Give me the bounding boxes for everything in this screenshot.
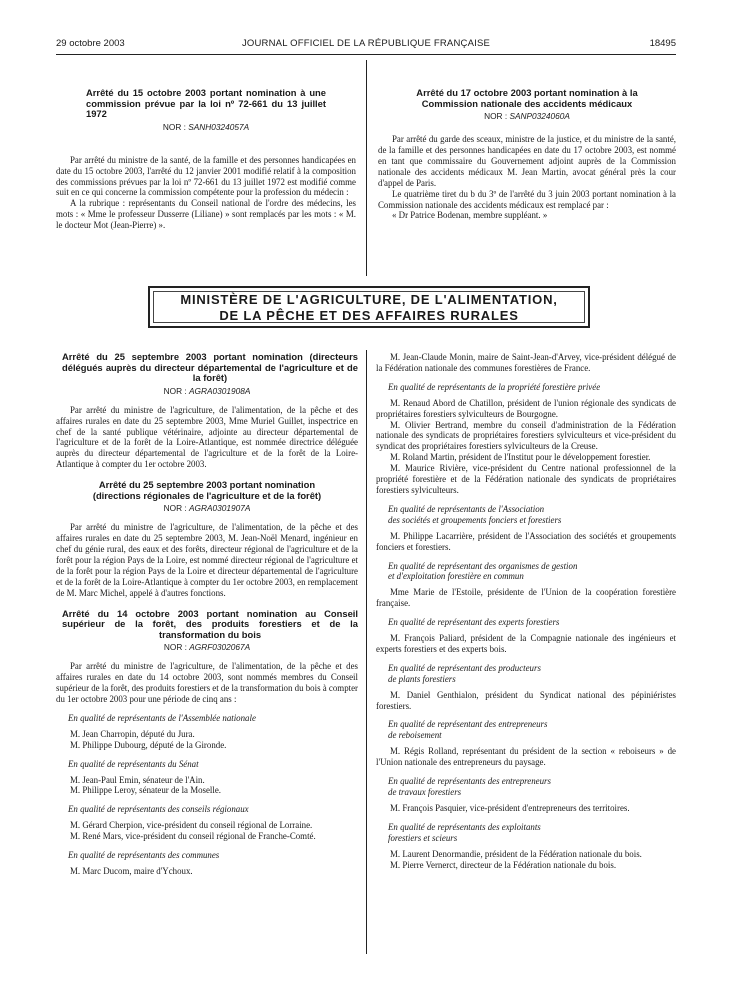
decree-top-right [378, 88, 676, 221]
member-entry: M. Maurice Rivière, vice-président du Centre national professionnel de la propriété forestière et de la Fédération nationale des syndicats de propriétaires forestiers sylviculteurs. [376, 463, 676, 495]
section-heading: En qualité de représentants des exploitants [388, 821, 541, 832]
paragraph: « Dr Patrice Bodenan, membre suppléant. » [392, 210, 548, 221]
running-header [56, 38, 676, 52]
nor-label: NOR : [162, 121, 189, 132]
member-entry: M. Jean-Claude Monin, maire de Saint-Jean-d'Arvey, vice-président délégué de la Fédération nationale des communes forestières de France. [376, 352, 676, 373]
journal-title: JOURNAL OFFICIEL DE LA RÉPUBLIQUE FRANÇAISE [241, 38, 491, 49]
nor-reference [56, 386, 358, 397]
member-entry: M. Philippe Dubourg, député de la Gironde. [70, 739, 227, 750]
section-heading-continued: des sociétés et groupements fonciers et forestiers [388, 514, 562, 525]
decree-title: Arrêté du 15 octobre 2003 portant nomination à une commission prévue par la loi nº 72-661 du 13 juillet 1972 [86, 87, 326, 120]
nor-label: NOR : [484, 111, 510, 122]
column-divider-bottom [366, 350, 367, 954]
header-rule [56, 54, 676, 55]
nor-label: NOR : [163, 385, 189, 396]
member-entry: M. Pierre Vernerct, directeur de la Fédération nationale du bois. [390, 859, 617, 870]
section-heading: En qualité de représentant des organismes de gestion [388, 560, 578, 571]
member-entry: M. Gérard Cherpion, vice-président du conseil régional de Lorraine. [70, 820, 313, 831]
nor-label: NOR : [163, 503, 189, 514]
member-entry: M. Renaud Abord de Chatillon, président de l'union régionale des syndicats de propriétaires forestiers sylviculteurs de Bourgogne. [376, 397, 676, 419]
ministry-name-line-2: DE LA PÊCHE ET DES AFFAIRES RURALES [219, 308, 519, 323]
column-divider-top [366, 60, 367, 276]
section-heading: En qualité de représentant des producteurs [388, 662, 541, 673]
paragraph: Par arrêté du ministre de l'agriculture, de l'alimentation, de la pêche et des affaires rurales en date du 14 octobre 2003, sont nommés membres du Conseil supérieur de la forêt, des produits forestiers et de la transformation du bois à compter du 1er octobre 2003 pour une période de cinq ans : [56, 661, 358, 704]
section-heading-continued: de plants forestiers [388, 673, 456, 684]
paragraph: Par arrêté du ministre de l'agriculture, de l'alimentation, de la pêche et des affaires rurales en date du 25 septembre 2003, Mme Muriel Guillet, inspectrice en chef de la santé publique vétérinaire, adjointe au directeur départemental de l'agriculture et de la forêt de la Loire-Atlantique, est nommée directrice déléguée auprès du directeur départemental de l'agriculture et de la forêt de la Loire-Atlantique à compter du 1er octobre 2003. [56, 404, 358, 470]
left-column [56, 352, 358, 877]
section-heading: En qualité de représentants du Sénat [68, 758, 199, 769]
paragraph: Par arrêté du ministre de la santé, de la famille et des personnes handicapées en date du 15 octobre 2003, l'arrêté du 12 janvier 2001 modifié relatif à la composition des commissions prévues par la loi nº 72-661 du 13 juillet 1972 est modifié comme suit en ce qui concerne la commission compétente pour la profession du médecin : [56, 154, 356, 198]
section-heading: En qualité de représentants de l'Assemblée nationale [68, 712, 256, 723]
member-entry: M. Olivier Bertrand, membre du conseil d'administration de la Fédération nationale des syndicats de propriétaires forestiers sylviculteurs et vice-président du syndicat des propriétaires forestiers sylviculteurs de la Creuse. [376, 419, 676, 452]
ministry-banner [148, 286, 590, 328]
section-heading: En qualité de représentant des entrepreneurs [388, 719, 548, 730]
member-entry: M. Marc Ducom, maire d'Ychoux. [70, 865, 193, 876]
member-entry: Mme Marie de l'Estoile, présidente de l'Union de la coopération forestière française. [376, 587, 676, 609]
section-heading: En qualité de représentants des communes [68, 850, 220, 861]
nor-label: NOR : [163, 642, 190, 653]
paragraph: Par arrêté du ministre de l'agriculture, de l'alimentation, de la pêche et des affaires rurales en date du 25 septembre 2003, M. Jean-Noël Menard, ingénieur en chef du génie rural, des eaux et des forêts, directeur régional de l'agriculture et de la forêt pour la région Pays de la Loire, est nommé directeur régional de l'agriculture et de la forêt pour la région Pays de la Loire et directeur départemental de l'agriculture et de la forêt de la Loire-Atlantique à compter du 1er octobre 2003, en remplacement de M. Marc Michel, appelé à d'autres fonctions. [56, 522, 358, 598]
member-entry: M. René Mars, vice-président du conseil régional de Franche-Comté. [70, 831, 316, 842]
section-heading: En qualité de représentants des entrepreneurs [388, 776, 551, 787]
nor-reference [56, 503, 358, 514]
section-heading-continued: de reboisement [388, 730, 442, 741]
section-heading: En qualité de représentants de la propriété forestière privée [388, 381, 601, 392]
paragraph: Par arrêté du garde des sceaux, ministre de la justice, et du ministre de la santé, de la famille et des personnes handicapées en date du 17 octobre 2003, est nommé en tant que commissaire du Gouvernement adjoint auprès de la Commission nationale des accidents médicaux M. Jean Martin, avocat général près la cour d'appel de Paris. [378, 134, 676, 188]
nor-code: AGRA0301908A [189, 385, 251, 396]
section-heading: En qualité de représentants de l'Association [388, 503, 545, 514]
decree-title: Arrêté du 17 octobre 2003 portant nomination à la Commission nationale des accidents médicaux [416, 87, 638, 109]
page-number: 18495 [649, 38, 676, 49]
member-entry: M. Laurent Denormandie, président de la Fédération nationale du bois. [390, 848, 642, 859]
member-entry: M. Philippe Lacarrière, président de l'Association des sociétés et groupements fonciers et forestiers. [376, 530, 676, 552]
section-heading-continued: de travaux forestiers [388, 787, 462, 797]
nor-reference [56, 122, 356, 133]
member-entry: M. François Pasquier, vice-président d'entrepreneurs des territoires. [390, 802, 630, 813]
paragraph: Le quatrième tiret du b du 3º de l'arrêté du 3 juin 2003 portant nomination à la Commission nationale des accidents médicaux est remplacé par : [378, 188, 676, 210]
decree-title: Arrêté du 14 octobre 2003 portant nomination au Conseil supérieur de la forêt, des produits forestiers et de la transformation du bois [62, 607, 358, 640]
paragraph: A la rubrique : représentants du Conseil national de l'ordre des médecins, les mots : « Mme le professeur Dusserre (Liliane) » sont remplacés par les mots : « M. le docteur Mot (Jean-Pierre) ». [56, 198, 356, 231]
member-entry: M. Roland Martin, président de l'Institut pour le développement forestier. [390, 452, 651, 463]
nor-code: AGRA0301907A [189, 503, 251, 514]
member-entry: M. François Paliard, président de la Compagnie nationale des ingénieurs et experts forestiers et des experts bois. [376, 633, 676, 654]
nor-reference [56, 642, 358, 653]
member-entry: M. Régis Rolland, représentant du président de la section « reboiseurs » de l'Union nationale des entrepreneurs du paysage. [376, 746, 676, 768]
member-entry: M. Jean-Paul Emin, sénateur de l'Ain. [70, 774, 205, 785]
section-heading: En qualité de représentants des conseils régionaux [68, 804, 249, 815]
right-column [376, 352, 676, 870]
member-entry: M. Daniel Genthialon, président du Syndicat national des pépiniéristes forestiers. [376, 689, 676, 711]
decree-title: Arrêté du 25 septembre 2003 portant nomination (directeurs délégués auprès du directeur départemental de l'agriculture et de la forêt) [62, 351, 358, 384]
section-heading-continued: et d'exploitation forestière en commun [388, 571, 524, 582]
nor-code: SANH0324057A [188, 121, 250, 132]
ministry-name-line-1: MINISTÈRE DE L'AGRICULTURE, DE L'ALIMENTATION, [180, 292, 558, 307]
member-entry: M. Philippe Leroy, sénateur de la Moselle. [70, 785, 221, 796]
nor-code: SANP0324060A [509, 111, 570, 122]
nor-code: AGRF0302067A [189, 642, 251, 653]
section-heading-continued: forestiers et scieurs [388, 832, 458, 843]
section-heading: En qualité de représentant des experts forestiers [388, 617, 560, 628]
decree-title: Arrêté du 25 septembre 2003 portant nomination (directions régionales de l'agriculture et de la forêt) [92, 479, 322, 501]
member-entry: M. Jean Charropin, député du Jura. [70, 728, 195, 739]
nor-reference [378, 111, 676, 122]
issue-date: 29 octobre 2003 [56, 38, 125, 49]
decree-top-left [56, 88, 356, 231]
